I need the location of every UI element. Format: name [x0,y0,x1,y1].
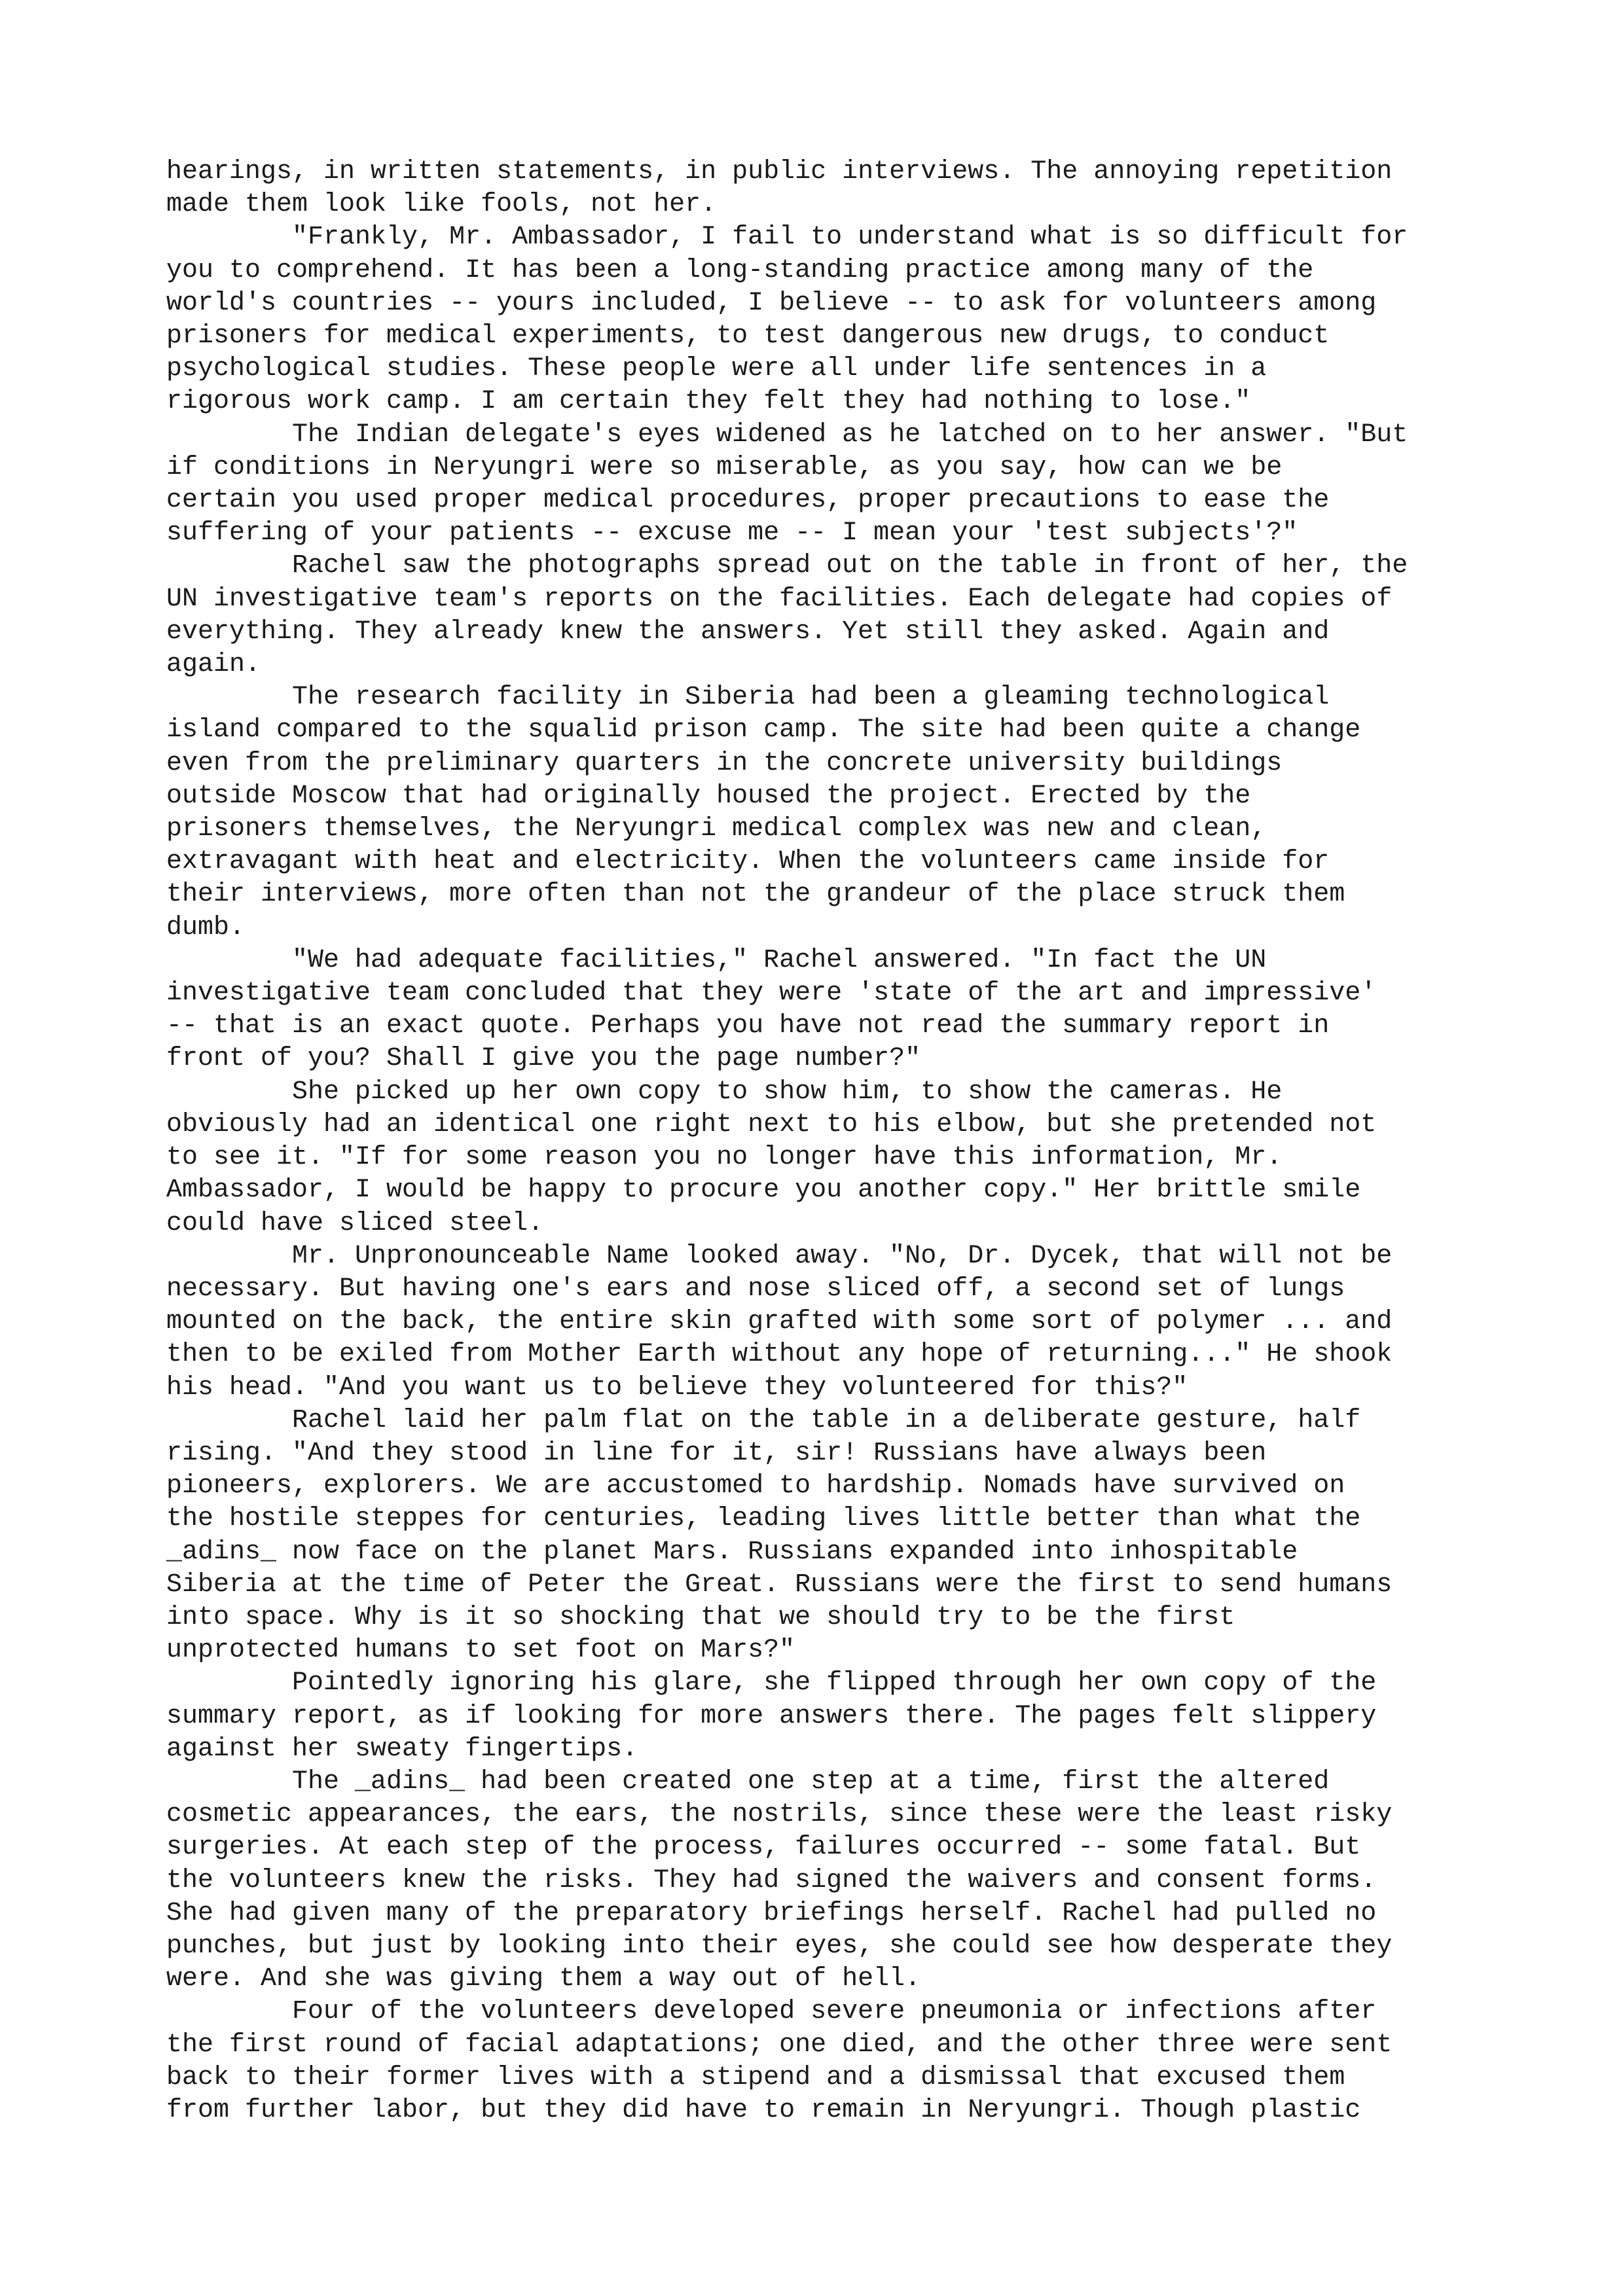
paragraph: Pointedly ignoring his glare, she flipped through her own copy of the summary report, as if looking for more answers there. The pages felt slippery against her sweaty fingertips. [166,1668,1377,1764]
paragraph: "Frankly, Mr. Ambassador, I fail to understand what is so difficult for you to comprehend. It has been a long-standing practice among many of the world's countries -- yours included, I believe -- to ask for volunteers among prisoners for medical experiments, to test dangerous new drugs, to conduct psychological studies. These people were all under life sentences in a rigorous work camp. I am certain they felt they had nothing to lose." [166,223,1408,417]
paragraph: "We had adequate facilities," Rachel answered. "In fact the UN investigative team concluded that they were 'state of the art and impressive' -- that is an exact quote. Perhaps you have not read the summary report in front of you? Shall I give you the page number?" [166,945,1377,1074]
paragraph: The Indian delegate's eyes widened as he latched on to her answer. "But if conditions in Neryungri were so miserable, as you say, how can we be certain you used proper medical procedures, proper precautions to ease the suffering of your patients -- excuse me -- I mean your 'test subjects'?" [166,420,1408,548]
paragraph: Mr. Unpronounceable Name looked away. "No, Dr. Dycek, that will not be necessary. But having one's ears and nose sliced off, a second set of lungs mounted on the back, the entire skin grafted with some sort of polymer ... and then to be exiled from Mother Earth without any hope of returning..." He shook his head. "And you want us to believe they volunteered for this?" [166,1241,1393,1403]
paragraph: The research facility in Siberia had been a gleaming technological island compared to the squalid prison camp. The site had been quite a change even from the preliminary quarters in the concrete university buildings outside Moscow that had originally housed the project. Erected by the prisoners themselves, the Neryungri medical complex was new and clean, extravagant with heat and electricity. When the volunteers came inside for their interviews, more often than not the grandeur of the place struck them dumb. [166,683,1361,942]
paragraph: Rachel saw the photographs spread out on the table in front of her, the UN investigative team's reports on the facilities. Each delegate had copies of everything. They already knew the answers. Yet still they asked. Again and again. [166,551,1408,680]
paragraph: She picked up her own copy to show him, to show the cameras. He obviously had an identical one right next to his elbow, but she pretended not to see it. "If for some reason you no longer have this information, Mr. Ambassador, I would be happy to procure you another copy." Her brittle smile could have sliced steel. [166,1077,1377,1238]
document-page [166,156,1469,2127]
paragraph: The _adins_ had been created one step at a time, first the altered cosmetic appearances, the ears, the nostrils, since these were the least risky surgeries. At each step of the process, failures occurred -- some fatal. But the volunteers knew the risks. They had signed the waivers and consent forms. She had given many of the preparatory briefings herself. Rachel had pulled no punches, but just by looking into their eyes, she could see how desperate they were. And she was giving them a way out of hell. [166,1767,1393,1994]
paragraph: Rachel laid her palm flat on the table in a deliberate gesture, half rising. "And they stood in line for it, sir! Russians have always been pioneers, explorers. We are accustomed to hardship. Nomads have survived on the hostile steppes for centuries, leading lives little better than what the _adins_ now face on the planet Mars. Russians expanded into inhospitable Siberia at the time of Peter the Great. Russians were the first to send humans into space. Why is it so shocking that we should try to be the first unprotected humans to set foot on Mars?" [166,1405,1393,1666]
paragraph: hearings, in written statements, in public interviews. The annoying repetition made them look like fools, not her. [166,157,1393,220]
paragraph: Four of the volunteers developed severe pneumonia or infections after the first round of facial adaptations; one died, and the other three were sent back to their former lives with a stipend and a dismissal that excused them from further labor, but they did have to remain in Neryungri. Though plastic [166,1997,1393,2125]
